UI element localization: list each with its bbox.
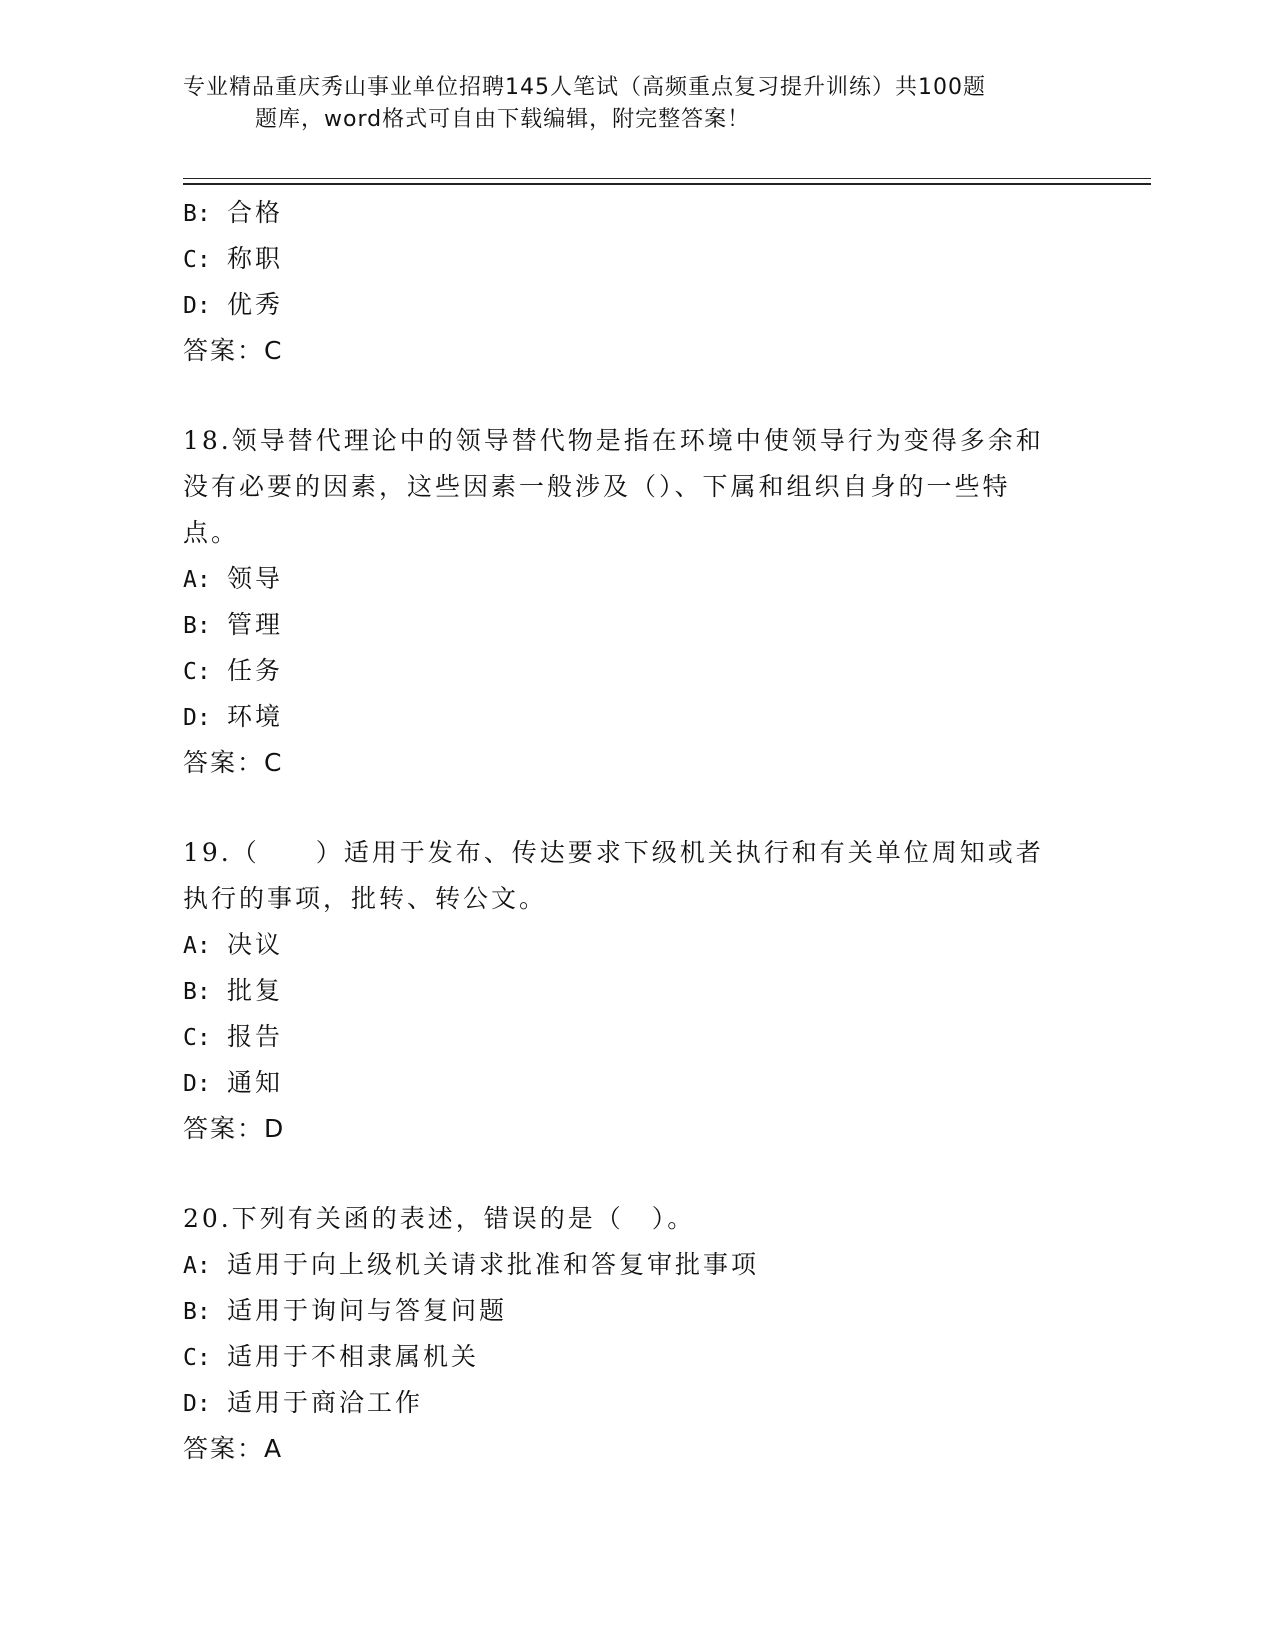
header-rule-thick [183,183,1151,185]
question-17-continued [183,190,1083,374]
option-c [183,1334,1083,1380]
option-a [183,1242,1083,1288]
option-letter: C: [183,1345,211,1371]
option-b [183,602,1083,648]
option-letter: C: [183,1025,211,1051]
option-letter: C: [183,659,211,685]
option-text: 报告 [227,1022,284,1051]
option-c [183,648,1083,694]
option-text: 管理 [227,610,284,639]
option-d [183,1380,1083,1426]
option-c [183,1014,1083,1060]
option-text: 适用于询问与答复问题 [227,1296,508,1325]
option-text: 领导 [227,564,284,593]
option-b [183,968,1083,1014]
answer-line: 答案：D [183,1114,286,1143]
header-title-line-2: 题库，word格式可自由下载编辑，附完整答案！ [255,107,751,132]
option-letter: D: [183,1391,211,1417]
option-letter: A: [183,1253,211,1279]
option-text: 适用于不相隶属机关 [227,1342,480,1371]
option-d [183,1060,1083,1106]
option-letter: C: [183,247,211,273]
spacer [183,374,1083,418]
header-title-line-1: 专业精品重庆秀山事业单位招聘145人笔试（高频重点复习提升训练）共100题 [183,75,986,100]
option-letter: D: [183,705,211,731]
option-a [183,556,1083,602]
option-text: 适用于商洽工作 [227,1388,424,1417]
answer-line: 答案：A [183,1434,284,1463]
option-b [183,1288,1083,1334]
option-text: 决议 [227,930,284,959]
option-text: 优秀 [227,290,284,319]
answer-line: 答案：C [183,336,284,365]
question-stem-line: 20.下列有关函的表述，错误的是（ ）。 [183,1204,696,1233]
option-a [183,922,1083,968]
option-text: 任务 [227,656,284,685]
option-letter: D: [183,293,211,319]
option-letter: B: [183,1299,211,1325]
question-19 [183,830,1083,1152]
spacer [183,1152,1083,1196]
question-list [183,190,1083,1472]
option-d [183,694,1083,740]
option-text: 适用于向上级机关请求批准和答复审批事项 [227,1250,760,1279]
option-letter: B: [183,201,211,227]
document-header [183,72,1063,136]
question-stem-line: 18.领导替代理论中的领导替代物是指在环境中使领导行为变得多余和 [183,426,1044,455]
option-text: 合格 [227,198,284,227]
question-18 [183,418,1083,786]
option-letter: A: [183,933,211,959]
option-text: 称职 [227,244,284,273]
question-stem-line: 没有必要的因素，这些因素一般涉及（）、下属和组织自身的一些特 [183,472,1011,501]
option-text: 环境 [227,702,284,731]
question-20 [183,1196,1083,1472]
option-b [183,190,1083,236]
option-letter: D: [183,1071,211,1097]
question-stem-line: 点。 [183,518,240,547]
option-text: 通知 [227,1068,284,1097]
option-letter: B: [183,979,211,1005]
header-rule-thin [183,178,1151,179]
question-stem-line: 19.（ ）适用于发布、传达要求下级机关执行和有关单位周知或者 [183,838,1044,867]
option-c [183,236,1083,282]
option-letter: B: [183,613,211,639]
option-letter: A: [183,567,211,593]
question-stem-line: 执行的事项，批转、转公文。 [183,884,548,913]
spacer [183,786,1083,830]
option-d [183,282,1083,328]
answer-line: 答案：C [183,748,284,777]
option-text: 批复 [227,976,284,1005]
